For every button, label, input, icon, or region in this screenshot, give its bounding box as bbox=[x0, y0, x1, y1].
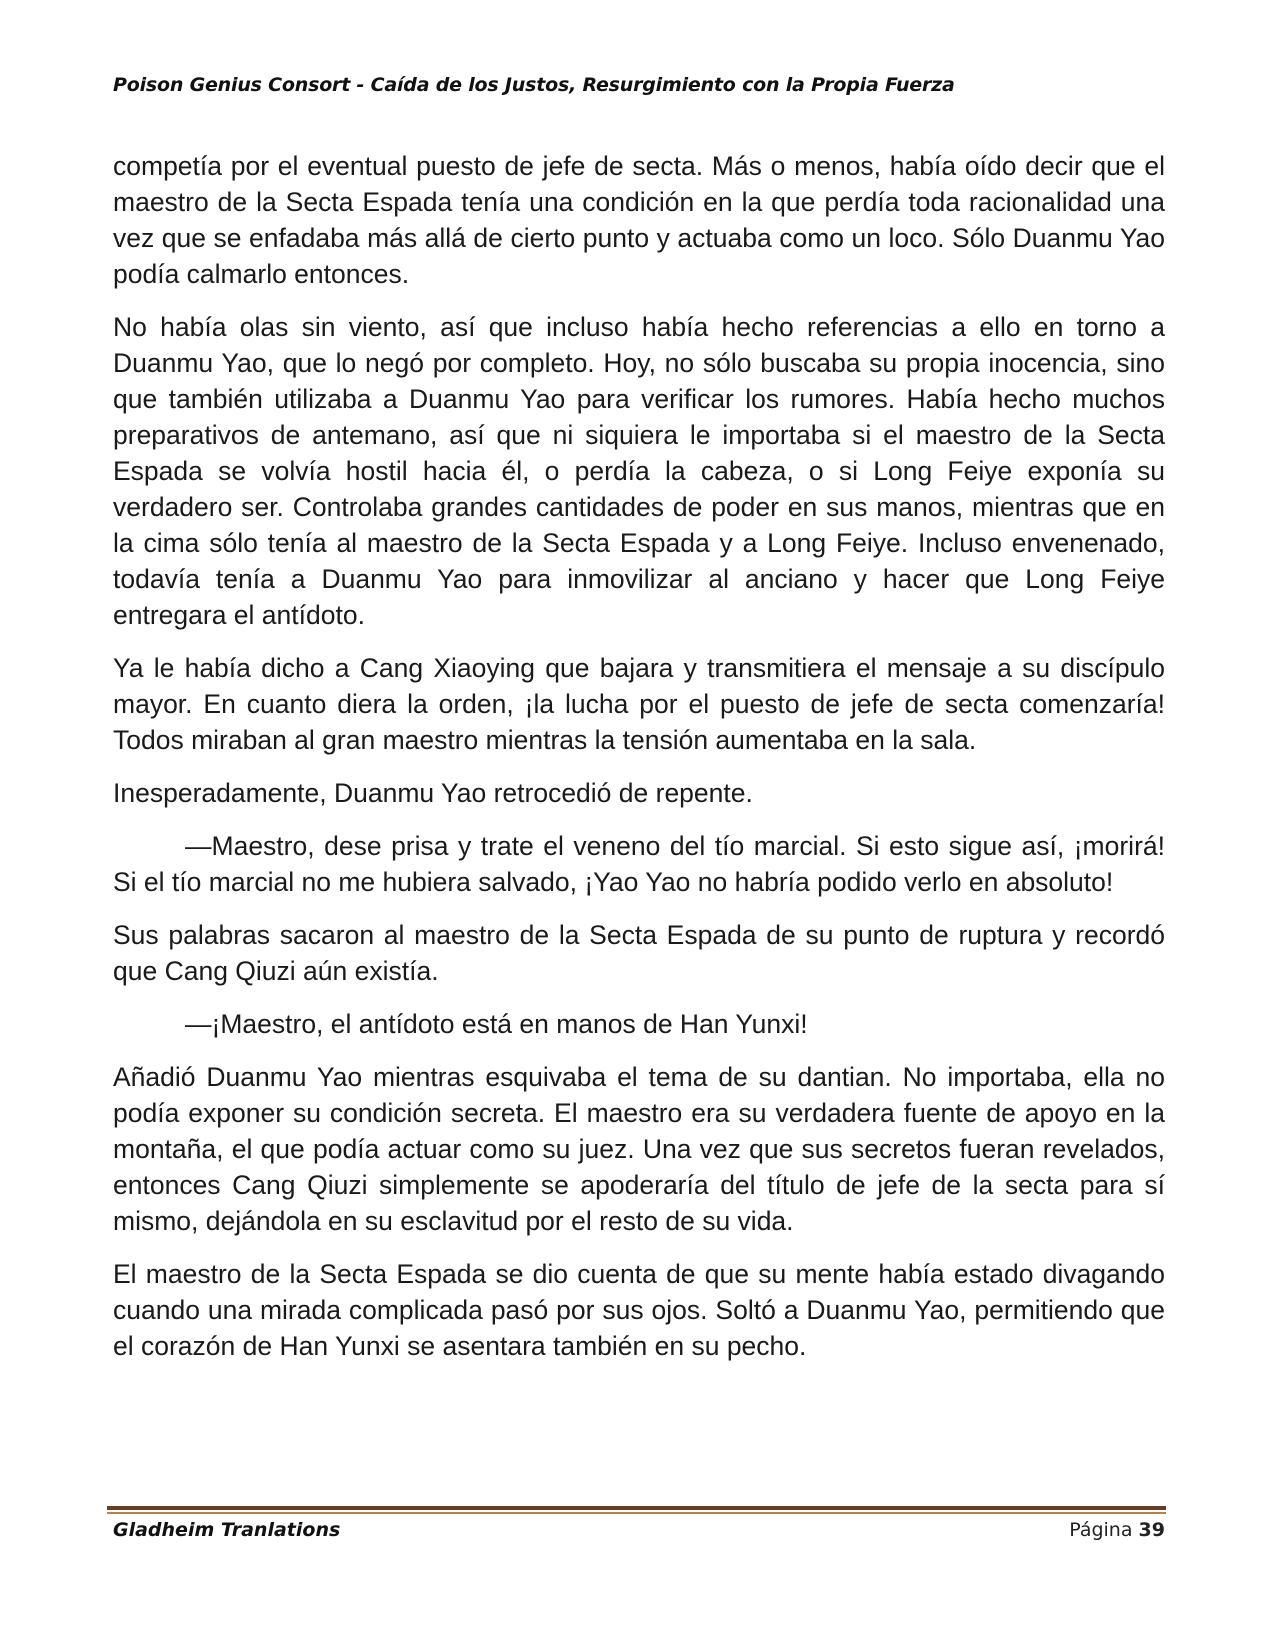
footer-divider-thin bbox=[107, 1512, 1166, 1514]
footer-divider-thick bbox=[107, 1506, 1166, 1510]
page-number: 39 bbox=[1138, 1519, 1165, 1541]
paragraph: Inesperadamente, Duanmu Yao retrocedió de repente. bbox=[113, 778, 753, 808]
paragraph: Sus palabras sacaron al maestro de la Secta Espada de su punto de ruptura y recordó que Cang Qiuzi aún existía. bbox=[113, 920, 1165, 986]
paragraph: competía por el eventual puesto de jefe de secta. Más o menos, había oído decir que el maestro de la Secta Espada tenía una condición en la que perdía toda racionalidad una vez que se enfadaba más allá de cierto punto y actuaba como un loco. Sólo Duanmu Yao podía calmarlo entonces. bbox=[113, 151, 1165, 289]
body-text bbox=[113, 148, 1165, 1478]
paragraph: No había olas sin viento, así que incluso había hecho referencias a ello en torno a Duanmu Yao, que lo negó por completo. Hoy, no sólo buscaba su propia inocencia, sino que también utilizaba a Duanmu Yao para verificar los rumores. Había hecho muchos preparativos de antemano, así que ni siquiera le importaba si el maestro de la Secta Espada se volvía hostil hacia él, o perdía la cabeza, o si Long Feiye exponía su verdadero ser. Controlaba grandes cantidades de poder en sus manos, mientras que en la cima sólo tenía al maestro de la Secta Espada y a Long Feiye. Incluso envenenado, todavía tenía a Duanmu Yao para inmovilizar al anciano y hacer que Long Feiye entregara el antídoto. bbox=[113, 312, 1165, 630]
page-label: Página bbox=[1069, 1519, 1133, 1541]
paragraph: Añadió Duanmu Yao mientras esquivaba el tema de su dantian. No importaba, ella no podía exponer su condición secreta. El maestro era su verdadera fuente de apoyo en la montaña, el que podía actuar como su juez. Una vez que sus secretos fueran revelados, entonces Cang Qiuzi simplemente se apoderaría del título de jefe de la secta para sí mismo, dejándola en su esclavitud por el resto de su vida. bbox=[113, 1062, 1165, 1236]
paragraph: Ya le había dicho a Cang Xiaoying que bajara y transmitiera el mensaje a su discípulo mayor. En cuanto diera la orden, ¡la lucha por el puesto de jefe de secta comenzaría! Todos miraban al gran maestro mientras la tensión aumentaba en la sala. bbox=[113, 653, 1165, 755]
dialogue-paragraph: —¡Maestro, el antídoto está en manos de Han Yunxi! bbox=[185, 1009, 808, 1039]
footer-publisher: Gladheim Tranlations bbox=[113, 1519, 341, 1541]
dialogue-paragraph: —Maestro, dese prisa y trate el veneno del tío marcial. Si esto sigue así, ¡morirá! Si el tío marcial no me hubiera salvado, ¡Yao Yao no habría podido verlo en absoluto! bbox=[113, 831, 1165, 897]
paragraph: El maestro de la Secta Espada se dio cuenta de que su mente había estado divagando cuando una mirada complicada pasó por sus ojos. Soltó a Duanmu Yao, permitiendo que el corazón de Han Yunxi se asentara también en su pecho. bbox=[113, 1259, 1165, 1361]
page-header-title: Poison Genius Consort - Caída de los Justos, Resurgimiento con la Propia Fuerza bbox=[113, 74, 955, 96]
footer-page-number bbox=[1069, 1519, 1165, 1541]
